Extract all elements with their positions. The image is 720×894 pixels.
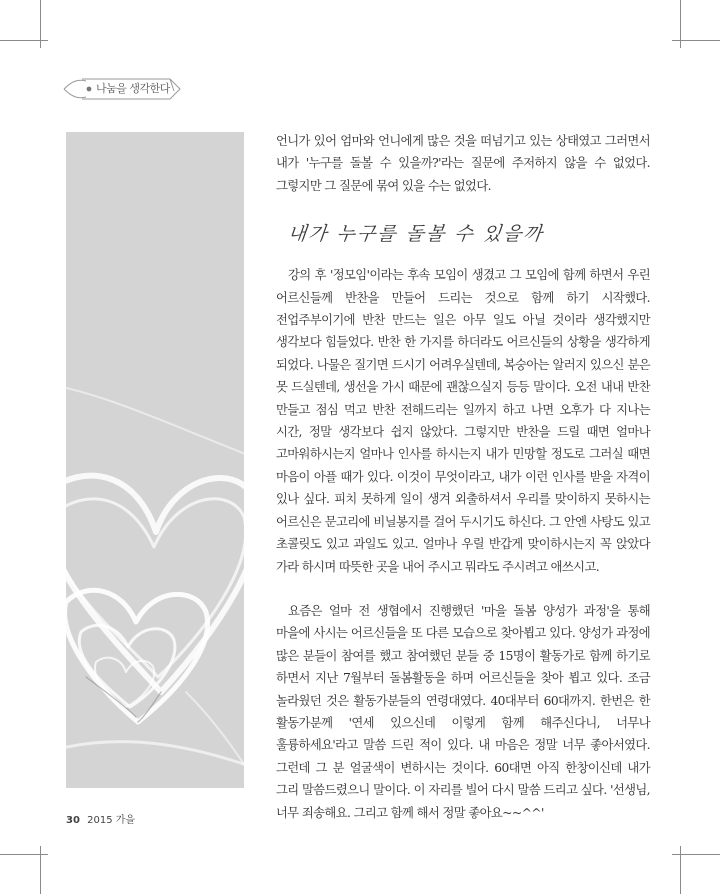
crop-mark [0, 40, 48, 41]
crop-mark [0, 854, 48, 855]
section-tag-label: 나눔을 생각한다 [96, 82, 170, 95]
issue-label: 2015 가을 [87, 815, 136, 826]
page-number: 30 [66, 815, 80, 826]
crop-mark [672, 854, 720, 855]
crop-mark [672, 40, 720, 41]
section-tag [62, 77, 182, 99]
body-paragraph: 강의 후 '정모임'이라는 후속 모임이 생겼고 그 모임에 함께 하면서 우린 어르신들께 반찬을 만들어 드리는 것으로 함께 하기 시작했다. 전업주부이기에 반찬 만드는 일은 아무 일도 아닐 것이라 생각했지만 생각보다 힘들었다. 반찬 한 가지를 하더라도 어르신들의 상황을 생각하게 되었다. 나물은 질기면 드시기 어려우실텐데, 복숭아는 알러지 있으신 분은 못 드실텐데, 생선을 가시 때문에 괜찮으실지 등등 말이다. 오전 내내 반찬 만들고 점심 먹고 반찬 전해드리는 일까지 하고 나면 오후가 다 지나는 시간, 정말 생각보다 쉽지 않았다. 그렇지만 반찬을 드릴 때면 얼마나 고마워하시는지 얼마나 인사를 하시는지 내가 민망할 정도로 그러실 때면 마음이 아플 때가 있다. 이것이 무엇이라고, 내가 이런 인사를 받을 자격이 있나 싶다. 피치 못하게 일이 생겨 외출하셔서 우리를 맞이하지 못하시는 어르신은 문고리에 비닐봉지를 걸어 두시기도 하신다. 그 안엔 사탕도 있고 초콜릿도 있고 과일도 있고. 얼마나 우릴 반갑게 맞이하시는지 꼭 앉았다 가라 하시며 따뜻한 곳을 내어 주시고 뭐라도 주시려고 애쓰시고. [276, 268, 650, 574]
page-footer [66, 811, 135, 826]
section-heading: 내가 누구를 돌볼 수 있을까 [286, 223, 546, 246]
article-body [276, 130, 650, 824]
scribble-heart-icon [66, 132, 244, 788]
body-paragraph: 요즘은 얼마 전 생협에서 진행했던 '마을 돌봄 양성가 과정'을 통해 마을에 사시는 어르신들을 또 다른 모습으로 찾아뵙고 있다. 양성가 과정에 많은 분들이 참여를 했고 참여했던 분들 중 15명이 활동가로 함께 하기로 하면서 지난 7월부터 돌봄활동을 하며 어르신들을 찾아 뵙고 있다. 조금 놀라웠던 것은 활동가분들의 연령대였다. 40대부터 60대까지. 한번은 한 활동가분께 '연세 있으신데 이렇게 함께 해주신다니, 너무나 훌륭하세요'라고 말씀 드린 적이 있다. 내 마음은 정말 너무 좋아서였다. 그런데 그 분 얼굴색이 변하시는 것이다. 60대면 아직 한창이신데 내가 그리 말씀드렸으니 말이다. 이 자리를 빌어 다시 말씀 드리고 싶다. '선생님, 너무 죄송해요. 그리고 함께 해서 정말 좋아요~~^^' [276, 603, 650, 820]
decorative-side-panel [66, 132, 244, 788]
intro-paragraph: 언니가 있어 엄마와 언니에게 많은 것을 떠넘기고 있는 상태였고 그러면서 내가 '누구를 돌볼 수 있을까?'라는 질문에 주저하지 않을 수 없었다. 그렇지만 그 질문에 묶여 있을 수는 없었다. [276, 134, 650, 193]
